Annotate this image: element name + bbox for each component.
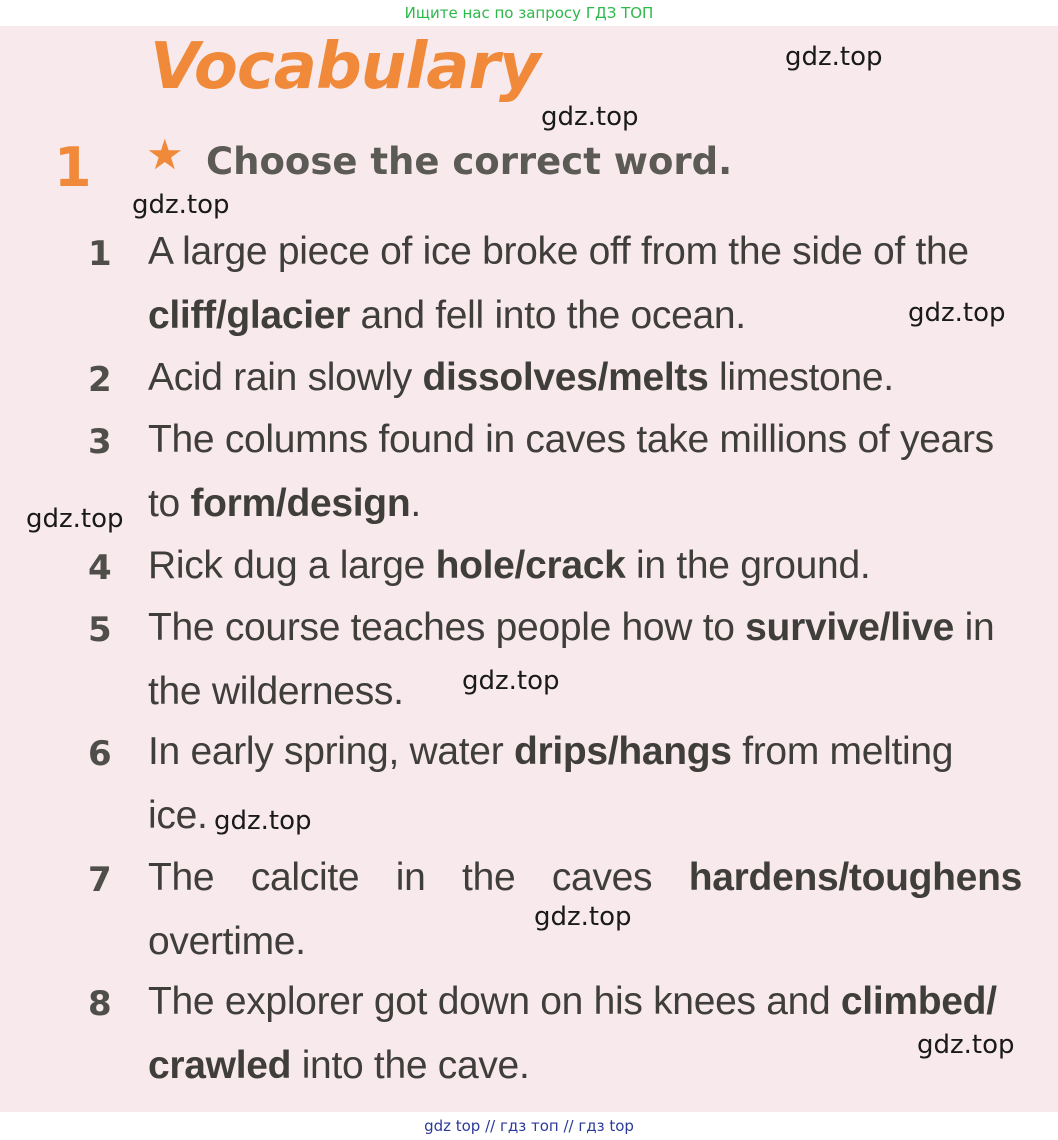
section-title: Vocabulary xyxy=(150,30,540,104)
item-7-line-2: overtime. xyxy=(148,920,306,963)
word-choice: form/design xyxy=(190,482,411,525)
watermark: gdz.top xyxy=(908,298,1006,328)
item-number-8: 8 xyxy=(88,984,112,1024)
item-4-line-1: Rick dug a large hole/crack in the ground. xyxy=(148,544,871,587)
item-number-3: 3 xyxy=(88,422,112,462)
item-6-line-2: ice. xyxy=(148,794,208,837)
watermark: gdz.top xyxy=(917,1030,1015,1060)
word-choice: crawled xyxy=(148,1044,292,1087)
watermark: gdz.top xyxy=(132,190,230,220)
watermark: gdz.top xyxy=(785,42,883,72)
textbook-page xyxy=(0,26,1058,1112)
word-choice: cliff/glacier xyxy=(148,294,351,337)
item-3-line-1: The columns found in caves take millions of years xyxy=(148,418,994,461)
watermark: gdz.top xyxy=(214,806,312,836)
item-number-6: 6 xyxy=(88,734,112,774)
item-6-line-1: In early spring, water drips/hangs from melting xyxy=(148,730,954,773)
item-8-line-1: The explorer got down on his knees and climbed/ xyxy=(148,980,997,1023)
word-choice: hardens/toughens xyxy=(688,856,1022,899)
item-5-line-2: the wilderness. xyxy=(148,670,404,713)
watermark: gdz.top xyxy=(541,102,639,132)
word-choice: drips/hangs xyxy=(513,730,732,773)
item-number-1: 1 xyxy=(88,234,112,274)
watermark: gdz.top xyxy=(462,666,560,696)
exercise-number: 1 xyxy=(54,136,92,199)
item-number-5: 5 xyxy=(88,610,112,650)
item-1-line-2: cliff/glacier and fell into the ocean. xyxy=(148,294,746,337)
item-8-line-2: crawled into the cave. xyxy=(148,1044,530,1087)
word-choice: climbed/ xyxy=(840,980,997,1023)
exercise-instruction: Choose the correct word. xyxy=(206,140,733,183)
item-number-2: 2 xyxy=(88,360,112,400)
star-icon: ★ xyxy=(146,131,184,178)
item-3-line-2: to form/design. xyxy=(148,482,421,525)
item-5-line-1: The course teaches people how to survive/live in xyxy=(148,606,995,649)
top-banner[interactable]: Ищите нас по запросу ГДЗ ТОП xyxy=(0,0,1058,26)
word-choice: dissolves/melts xyxy=(422,356,709,399)
watermark: gdz.top xyxy=(534,902,632,932)
item-1-line-1: A large piece of ice broke off from the side of the xyxy=(148,230,969,273)
word-choice: survive/live xyxy=(745,606,955,649)
item-7-line-1: The calcite in the caves hardens/toughens xyxy=(148,856,1022,899)
watermark: gdz.top xyxy=(26,504,124,534)
item-number-7: 7 xyxy=(88,860,112,900)
item-number-4: 4 xyxy=(88,548,112,588)
item-2-line-1: Acid rain slowly dissolves/melts limestone. xyxy=(148,356,894,399)
word-choice: hole/crack xyxy=(435,544,626,587)
footer-links[interactable]: gdz top // гдз топ // гдз top xyxy=(0,1112,1058,1140)
